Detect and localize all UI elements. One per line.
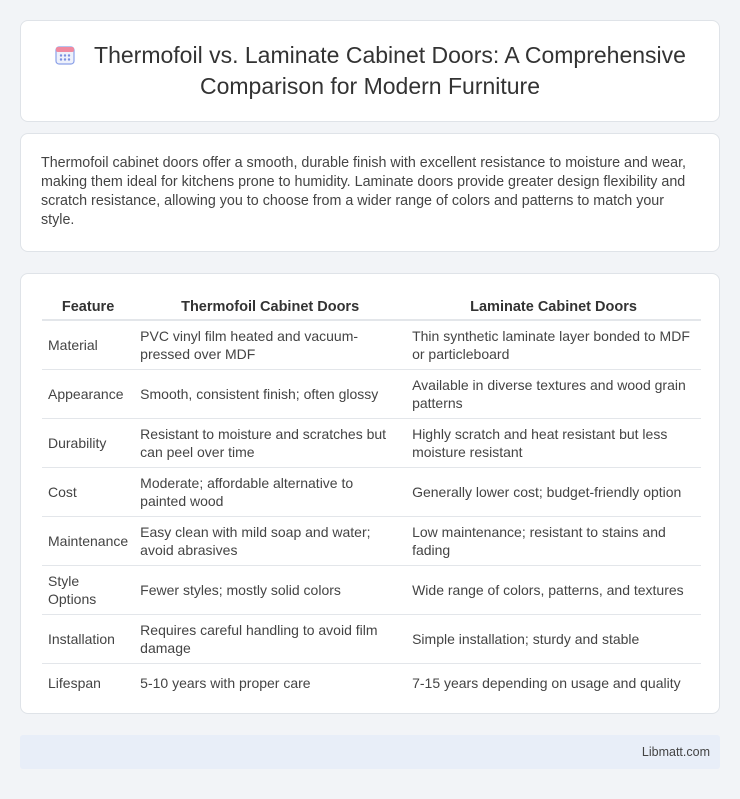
footer-brand-link[interactable]: Libmatt.com	[641, 745, 710, 759]
feature-cell: Style Options	[42, 565, 134, 614]
table-row	[42, 614, 701, 663]
table-row	[42, 516, 701, 565]
feature-cell: Material	[42, 320, 134, 369]
header-thermofoil: Thermofoil Cabinet Doors	[134, 294, 406, 320]
thermofoil-cell: Requires careful handling to avoid film damage	[134, 614, 406, 663]
laminate-cell: Highly scratch and heat resistant but less moisture resistant	[406, 418, 701, 467]
table-header-row	[42, 294, 701, 320]
laminate-cell: 7-15 years depending on usage and quality	[412, 675, 681, 692]
thermofoil-cell: PVC vinyl film heated and vacuum-pressed over MDF	[134, 320, 406, 369]
page-title-text: Thermofoil vs. Laminate Cabinet Doors: A Comprehensive Comparison for Modern Furniture	[94, 42, 686, 99]
laminate-cell: Thin synthetic laminate layer bonded to MDF or particleboard	[406, 320, 701, 369]
comparison-card	[20, 273, 720, 714]
table-row	[42, 565, 701, 614]
laminate-cell: Wide range of colors, patterns, and textures	[406, 565, 701, 614]
laminate-cell: Low maintenance; resistant to stains and fading	[406, 516, 701, 565]
feature-cell: Lifespan	[48, 675, 101, 692]
table-row	[42, 663, 701, 703]
feature-cell: Maintenance	[42, 516, 134, 565]
feature-cell: Durability	[42, 418, 134, 467]
laminate-cell: Simple installation; sturdy and stable	[406, 614, 701, 663]
table-row	[42, 369, 701, 418]
feature-cell: Appearance	[42, 369, 134, 418]
laminate-cell: Generally lower cost; budget-friendly option	[406, 467, 701, 516]
intro-card	[20, 133, 720, 252]
thermofoil-cell: 5-10 years with proper care	[140, 675, 311, 692]
table-row	[42, 467, 701, 516]
header-laminate: Laminate Cabinet Doors	[406, 294, 701, 320]
intro-paragraph: Thermofoil cabinet doors offer a smooth, durable finish with excellent resistance to moisture and wear, making them ideal for kitchens prone to humidity. Laminate doors provide greater design flexibility and scratch resistance, allowing you to choose from a wider range of colors and patterns to match your style.	[41, 155, 687, 228]
table-row	[42, 418, 701, 467]
thermofoil-cell: Easy clean with mild soap and water; avoid abrasives	[134, 516, 406, 565]
laminate-cell: Available in diverse textures and wood grain patterns	[406, 369, 701, 418]
thermofoil-cell: Smooth, consistent finish; often glossy	[134, 369, 406, 418]
feature-cell: Installation	[42, 614, 134, 663]
calendar-icon	[54, 43, 76, 65]
title-card	[20, 20, 720, 122]
comparison-table	[42, 294, 701, 703]
feature-cell: Cost	[42, 467, 134, 516]
page-title	[21, 40, 719, 102]
header-feature: Feature	[42, 294, 134, 320]
thermofoil-cell: Moderate; affordable alternative to painted wood	[134, 467, 406, 516]
thermofoil-cell: Fewer styles; mostly solid colors	[134, 565, 406, 614]
table-row	[42, 320, 701, 369]
footer	[20, 735, 720, 769]
thermofoil-cell: Resistant to moisture and scratches but can peel over time	[134, 418, 406, 467]
